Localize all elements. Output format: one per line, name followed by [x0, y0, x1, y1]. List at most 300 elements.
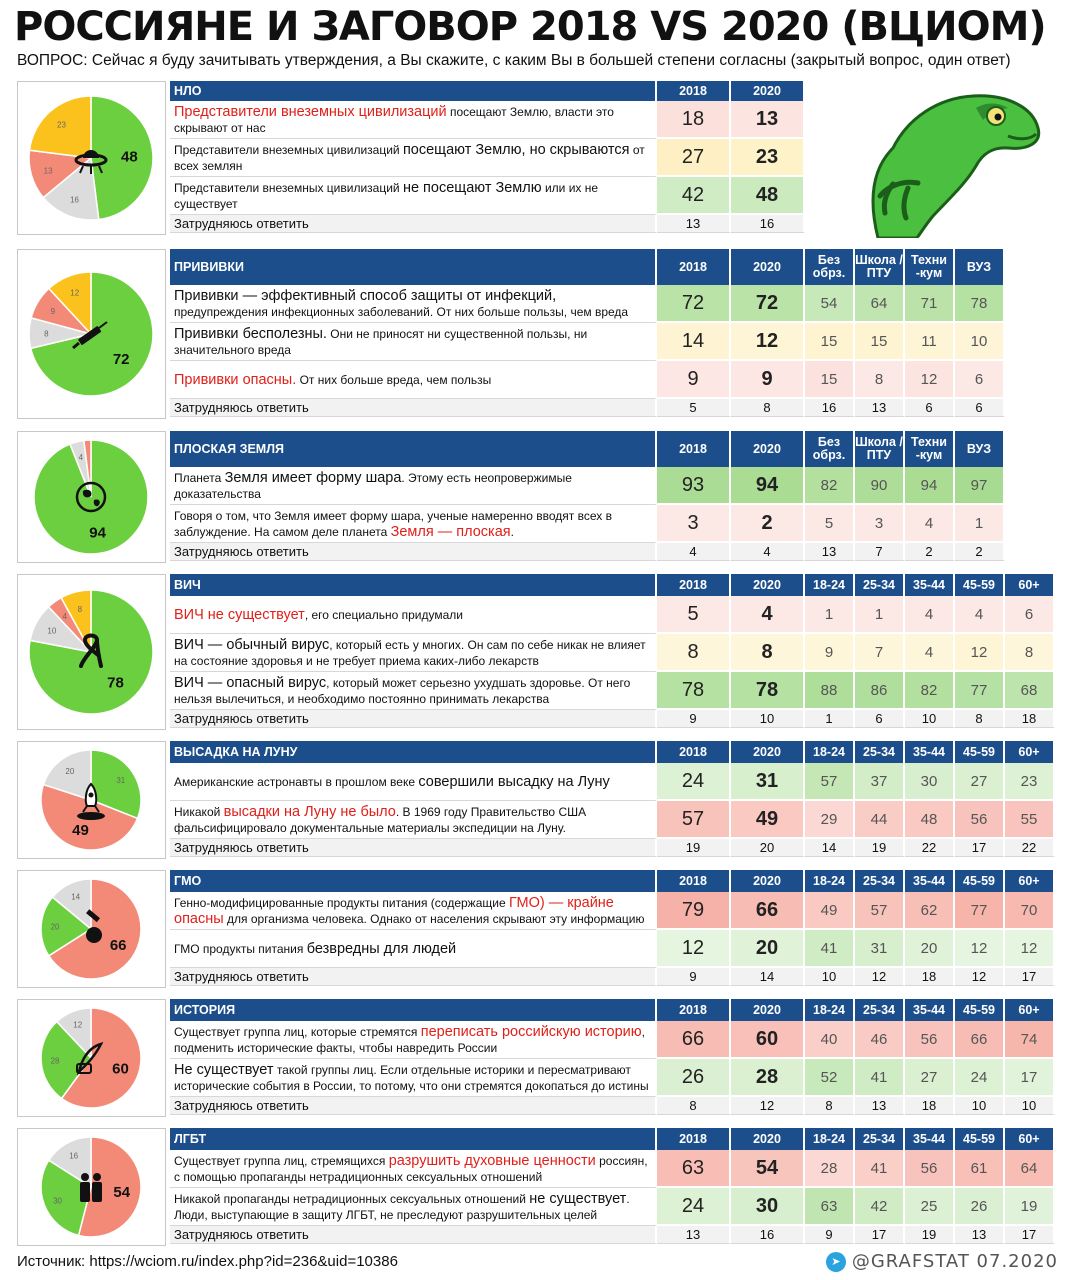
statement-fragment: безвредны для людей	[306, 940, 457, 957]
pie-label: 23	[57, 120, 66, 130]
pie-box	[17, 741, 166, 859]
value-cell: 4	[905, 634, 955, 672]
value-cell: 20	[905, 930, 955, 968]
dont-know-value: 13	[657, 1226, 731, 1244]
pie-chart	[18, 1129, 165, 1245]
statement-text	[174, 104, 651, 136]
value-cell: 56	[905, 1150, 955, 1188]
column-header: 2020	[731, 999, 805, 1021]
statement-fragment: Прививки опасны.	[174, 371, 297, 388]
value-cell: 74	[1005, 1021, 1055, 1059]
value-cell: 12	[1005, 930, 1055, 968]
statement-fragment: посещают Землю, но скрываются	[402, 141, 630, 158]
value-cell: 8	[1005, 634, 1055, 672]
value-cell: 37	[855, 763, 905, 801]
statement-fragment: Генно-модифицированные продукты питания (содержащие	[174, 895, 509, 910]
value-cell: 4	[905, 596, 955, 634]
pie-box	[17, 870, 166, 988]
statement-fragment: высадки на Луну не было	[223, 803, 396, 820]
column-header: 18-24	[805, 574, 855, 596]
value-cell: 70	[1005, 892, 1055, 930]
pie-label: 60	[112, 1060, 129, 1078]
dont-know-value: 8	[657, 1097, 731, 1115]
value-cell: 1	[805, 596, 855, 634]
dont-know-label: Затрудняюсь ответить	[170, 1097, 657, 1115]
value-cell: 27	[657, 139, 731, 177]
statement-fragment: предупреждения инфекционных заболеваний. От них больше пользы, чем вреда	[174, 304, 629, 319]
statement-text	[174, 941, 456, 957]
value-cell: 40	[805, 1021, 855, 1059]
dont-know-value: 4	[731, 543, 805, 561]
value-cell: 66	[955, 1021, 1005, 1059]
dont-know-value: 12	[855, 968, 905, 986]
value-cell: 12	[955, 634, 1005, 672]
column-header: 18-24	[805, 870, 855, 892]
column-header: 60+	[1005, 999, 1055, 1021]
data-table	[170, 741, 1055, 857]
column-header: 25-34	[855, 574, 905, 596]
column-header: 60+	[1005, 574, 1055, 596]
statement-text	[174, 1191, 651, 1223]
pie-label: 20	[65, 766, 75, 776]
dont-know-label: Затрудняюсь ответить	[170, 543, 657, 561]
dont-know-value: 5	[657, 399, 731, 417]
column-header: 35-44	[905, 999, 955, 1021]
pie-box	[17, 81, 166, 235]
column-header: 2018	[657, 741, 731, 763]
value-cell: 52	[805, 1059, 855, 1097]
statement-text	[174, 142, 651, 174]
value-cell: 31	[855, 930, 905, 968]
pie-label: 72	[112, 350, 130, 368]
statement	[170, 1188, 657, 1226]
statement-fragment: , который есть у многих. Он сам по себе никак не влияет на состояние здоровья и не требует приема каких-либо лекарств	[174, 637, 646, 668]
statement-text	[174, 372, 491, 388]
value-cell: 49	[805, 892, 855, 930]
statement-fragment: Никакой пропаганды нетрадиционных сексуальных отношений	[174, 1191, 530, 1206]
statement-fragment: Никакой	[174, 804, 224, 819]
section-gmo	[17, 870, 1057, 986]
data-table	[170, 81, 805, 233]
statement	[170, 763, 657, 801]
column-header: Школа /ПТУ	[855, 249, 905, 285]
dont-know-value: 7	[855, 543, 905, 561]
value-cell: 57	[805, 763, 855, 801]
column-header: 18-24	[805, 999, 855, 1021]
value-cell: 79	[657, 892, 731, 930]
value-cell: 30	[731, 1188, 805, 1226]
statement-text	[174, 804, 651, 836]
statement	[170, 323, 657, 361]
page-title: РОССИЯНЕ И ЗАГОВОР 2018 VS 2020 (ВЦИОМ)	[14, 4, 1046, 50]
value-cell: 15	[855, 323, 905, 361]
statement-fragment: Американские астронавты в прошлом веке	[174, 774, 419, 789]
statement-fragment: посещают Землю, власти это скрывают от нас	[174, 104, 614, 135]
statement-fragment: ГМО продукты питания	[174, 941, 307, 956]
statement-text	[174, 1024, 651, 1056]
pie-label: 9	[50, 306, 56, 316]
statement-fragment: . Люди, выступающие в защиту ЛГБТ, не преследуют разрушительных целей	[174, 1191, 630, 1222]
column-header: Школа /ПТУ	[855, 431, 905, 467]
dont-know-value: 13	[805, 543, 855, 561]
statement-fragment: Существует группа лиц, которые стремятся	[174, 1024, 421, 1039]
statement-fragment: россиян, с помощью пропаганды нетрадиционных сексуальных отношений	[174, 1153, 648, 1184]
pie-box	[17, 1128, 166, 1246]
dinosaur-illustration	[858, 88, 1043, 238]
pie-label: 10	[47, 626, 57, 636]
statement-fragment: переписать российскую историю	[420, 1023, 642, 1040]
pie-box	[17, 249, 166, 419]
credit-label: @GRAFSTAT 07.2020	[851, 1251, 1058, 1272]
data-table	[170, 1128, 1055, 1244]
statement-text	[174, 1062, 651, 1094]
value-cell: 23	[1005, 763, 1055, 801]
column-header: 2018	[657, 870, 731, 892]
value-cell: 5	[805, 505, 855, 543]
dont-know-value: 17	[855, 1226, 905, 1244]
value-cell: 62	[905, 892, 955, 930]
dont-know-value: 18	[905, 1097, 955, 1115]
column-header: 45-59	[955, 999, 1005, 1021]
survey-question: ВОПРОС: Сейчас я буду зачитывать утверждения, а Вы скажите, с каким Вы в большей степени согласны (закрытый вопрос, один ответ)	[17, 52, 1011, 69]
column-header: 2018	[657, 1128, 731, 1150]
data-table	[170, 870, 1055, 986]
value-cell: 97	[955, 467, 1005, 505]
topic-header: ЛГБТ	[170, 1128, 657, 1150]
statement-text	[174, 675, 651, 707]
value-cell: 94	[731, 467, 805, 505]
statement	[170, 139, 657, 177]
value-cell: 12	[905, 361, 955, 399]
statement-fragment: или их не существует	[174, 180, 599, 211]
statement-fragment: Существует группа лиц, стремящихся	[174, 1153, 389, 1168]
statement-fragment: , его специально придумали	[304, 607, 463, 622]
pie-chart	[18, 250, 165, 418]
statement-text	[174, 1153, 651, 1185]
statement	[170, 596, 657, 634]
value-cell: 48	[905, 801, 955, 839]
value-cell: 1	[955, 505, 1005, 543]
column-header: Без обрз.	[805, 249, 855, 285]
value-cell: 13	[731, 101, 805, 139]
statement-fragment: Прививки — эффективный способ защиты от инфекций,	[174, 287, 557, 304]
statement-fragment: не существует	[529, 1190, 627, 1207]
section-lgbt	[17, 1128, 1057, 1244]
column-header: 35-44	[905, 574, 955, 596]
statement-fragment: Не существует	[174, 1061, 274, 1078]
topic-header: ВЫСАДКА НА ЛУНУ	[170, 741, 657, 763]
column-header: 2018	[657, 431, 731, 467]
value-cell: 93	[657, 467, 731, 505]
value-cell: 5	[657, 596, 731, 634]
statement-fragment: для организма человека. Однако от населения скрывают эту информацию	[223, 911, 645, 926]
statement-fragment: не посещают Землю	[402, 179, 542, 196]
value-cell: 82	[905, 672, 955, 710]
column-header: 18-24	[805, 1128, 855, 1150]
dont-know-value: 13	[855, 399, 905, 417]
column-header: 2018	[657, 81, 731, 101]
value-cell: 82	[805, 467, 855, 505]
value-cell: 9	[657, 361, 731, 399]
dont-know-value: 18	[905, 968, 955, 986]
column-header: 60+	[1005, 1128, 1055, 1150]
section-history	[17, 999, 1057, 1115]
column-header: 2020	[731, 81, 805, 101]
value-cell: 24	[657, 1188, 731, 1226]
statement	[170, 177, 657, 215]
value-cell: 4	[905, 505, 955, 543]
value-cell: 12	[731, 323, 805, 361]
pie-label: 12	[73, 1020, 83, 1030]
value-cell: 56	[905, 1021, 955, 1059]
value-cell: 8	[855, 361, 905, 399]
value-cell: 12	[657, 930, 731, 968]
pie-chart	[18, 871, 165, 987]
value-cell: 78	[955, 285, 1005, 323]
column-header: 25-34	[855, 999, 905, 1021]
dont-know-value: 16	[805, 399, 855, 417]
value-cell: 54	[805, 285, 855, 323]
dont-know-value: 17	[955, 839, 1005, 857]
data-table	[170, 574, 1055, 728]
statement-fragment: совершили высадку на Луну	[418, 773, 610, 790]
column-header: 2020	[731, 870, 805, 892]
dont-know-value: 8	[955, 710, 1005, 728]
statement-fragment: . Этому есть неопровержимые доказательства	[174, 470, 572, 501]
data-table	[170, 431, 1005, 561]
value-cell: 57	[657, 801, 731, 839]
value-cell: 27	[955, 763, 1005, 801]
value-cell: 14	[657, 323, 731, 361]
value-cell: 49	[731, 801, 805, 839]
statement-text	[174, 508, 651, 540]
pie-label: 14	[71, 892, 81, 902]
pie-label: 78	[107, 674, 124, 692]
dont-know-value: 13	[657, 215, 731, 233]
dont-know-value: 10	[955, 1097, 1005, 1115]
value-cell: 25	[905, 1188, 955, 1226]
topic-header: ГМО	[170, 870, 657, 892]
column-header: 2018	[657, 249, 731, 285]
statement-text	[174, 774, 610, 790]
dont-know-value: 14	[805, 839, 855, 857]
value-cell: 6	[955, 361, 1005, 399]
pie-label: 30	[53, 1196, 62, 1206]
value-cell: 8	[731, 634, 805, 672]
value-cell: 78	[731, 672, 805, 710]
statement	[170, 801, 657, 839]
dont-know-label: Затрудняюсь ответить	[170, 215, 657, 233]
dont-know-label: Затрудняюсь ответить	[170, 839, 657, 857]
value-cell: 31	[731, 763, 805, 801]
value-cell: 72	[731, 285, 805, 323]
dont-know-label: Затрудняюсь ответить	[170, 399, 657, 417]
dont-know-value: 14	[731, 968, 805, 986]
column-header: Техни -кум	[905, 431, 955, 467]
dont-know-value: 8	[805, 1097, 855, 1115]
pie-label: 4	[62, 611, 67, 621]
value-cell: 10	[955, 323, 1005, 361]
dont-know-value: 10	[905, 710, 955, 728]
column-header: 18-24	[805, 741, 855, 763]
value-cell: 56	[955, 801, 1005, 839]
statement-fragment: ВИЧ не существует	[174, 606, 305, 623]
dont-know-value: 10	[1005, 1097, 1055, 1115]
pie-label: 48	[121, 148, 138, 166]
pie-label: 4	[78, 453, 84, 463]
statement	[170, 505, 657, 543]
statement-text	[174, 470, 651, 502]
statement	[170, 1021, 657, 1059]
value-cell: 42	[855, 1188, 905, 1226]
value-cell: 71	[905, 285, 955, 323]
value-cell: 24	[955, 1059, 1005, 1097]
topic-header: ИСТОРИЯ	[170, 999, 657, 1021]
topic-header: ВИЧ	[170, 574, 657, 596]
statement-fragment: ВИЧ — обычный вирус	[174, 636, 330, 653]
pie-label: 16	[69, 1151, 79, 1161]
statement-fragment: ГМО) — крайне опасны	[174, 894, 614, 927]
value-cell: 3	[855, 505, 905, 543]
column-header: 45-59	[955, 574, 1005, 596]
statement-fragment: , который может серьезно ухудшать здоровье. От него нельзя вылечиться, и необходимо постоянно принимать лекарства	[174, 675, 631, 706]
value-cell: 20	[731, 930, 805, 968]
dont-know-value: 22	[1005, 839, 1055, 857]
dont-know-value: 9	[657, 968, 731, 986]
statement-fragment: такой группы лиц. Если отдельные историки и пересматривают исторические события в России, то потому, что они стремятся докопаться до истины	[174, 1062, 649, 1093]
statement-fragment: Земля — плоская	[390, 523, 511, 540]
dont-know-value: 17	[1005, 1226, 1055, 1244]
statement-fragment: От них больше вреда, чем пользы	[296, 372, 492, 387]
value-cell: 23	[731, 139, 805, 177]
value-cell: 4	[955, 596, 1005, 634]
value-cell: 12	[955, 930, 1005, 968]
statement	[170, 892, 657, 930]
statement-fragment: Планета	[174, 470, 225, 485]
value-cell: 41	[805, 930, 855, 968]
dont-know-value: 9	[657, 710, 731, 728]
pie-label: 54	[113, 1183, 131, 1201]
pie-label: 94	[89, 524, 106, 542]
pie-chart	[18, 432, 165, 562]
dont-know-value: 6	[855, 710, 905, 728]
value-cell: 64	[855, 285, 905, 323]
column-header: 2020	[731, 574, 805, 596]
statement-text	[174, 326, 651, 358]
dont-know-value: 2	[905, 543, 955, 561]
dont-know-value: 8	[731, 399, 805, 417]
section-vax	[17, 249, 1057, 417]
pie-box	[17, 431, 166, 563]
statement-fragment: Представители внеземных цивилизаций	[174, 142, 403, 157]
value-cell: 30	[905, 763, 955, 801]
dont-know-value: 19	[905, 1226, 955, 1244]
statement	[170, 361, 657, 399]
value-cell: 18	[657, 101, 731, 139]
pie-chart	[18, 1000, 165, 1116]
statement-fragment: от всех землян	[174, 142, 645, 173]
value-cell: 54	[731, 1150, 805, 1188]
value-cell: 66	[657, 1021, 731, 1059]
value-cell: 15	[805, 323, 855, 361]
statement-text	[174, 895, 651, 927]
pie-label: 8	[44, 329, 49, 339]
value-cell: 28	[731, 1059, 805, 1097]
value-cell: 64	[1005, 1150, 1055, 1188]
statement-fragment: Земля имеет форму шара	[224, 469, 402, 486]
column-header: 45-59	[955, 1128, 1005, 1150]
pie-label: 20	[50, 922, 60, 932]
statement-text	[174, 288, 651, 320]
value-cell: 57	[855, 892, 905, 930]
value-cell: 6	[1005, 596, 1055, 634]
statement-text	[174, 607, 463, 623]
value-cell: 63	[805, 1188, 855, 1226]
column-header: Без обрз.	[805, 431, 855, 467]
dont-know-value: 6	[905, 399, 955, 417]
column-header: ВУЗ	[955, 431, 1005, 467]
dont-know-value: 6	[955, 399, 1005, 417]
column-header: Техни -кум	[905, 249, 955, 285]
value-cell: 46	[855, 1021, 905, 1059]
statement-fragment: Представители внеземных цивилизаций	[174, 103, 447, 120]
value-cell: 8	[657, 634, 731, 672]
topic-header: ПРИВИВКИ	[170, 249, 657, 285]
value-cell: 60	[731, 1021, 805, 1059]
dont-know-value: 19	[855, 839, 905, 857]
value-cell: 29	[805, 801, 855, 839]
statement-fragment: Говоря о том, что Земля имеет форму шара, ученые намеренно вводят всех в заблуждение. На самом деле планета	[174, 508, 612, 539]
statement	[170, 1150, 657, 1188]
statement-fragment: Прививки бесполезны.	[174, 325, 327, 342]
value-cell: 24	[657, 763, 731, 801]
dont-know-value: 12	[955, 968, 1005, 986]
value-cell: 44	[855, 801, 905, 839]
value-cell: 66	[731, 892, 805, 930]
dont-know-value: 19	[657, 839, 731, 857]
column-header: 45-59	[955, 741, 1005, 763]
pie-chart	[18, 742, 165, 858]
value-cell: 41	[855, 1059, 905, 1097]
pie-label: 16	[70, 195, 80, 205]
column-header: 2020	[731, 741, 805, 763]
data-table	[170, 999, 1055, 1115]
data-table	[170, 249, 1005, 417]
column-header: 35-44	[905, 870, 955, 892]
statement-fragment: Представители внеземных цивилизаций	[174, 180, 403, 195]
credit	[826, 1251, 1058, 1272]
value-cell: 11	[905, 323, 955, 361]
column-header: 2020	[731, 431, 805, 467]
pie-box	[17, 574, 166, 730]
statement	[170, 672, 657, 710]
value-cell: 61	[955, 1150, 1005, 1188]
section-hiv	[17, 574, 1057, 728]
statement	[170, 634, 657, 672]
value-cell: 77	[955, 672, 1005, 710]
dont-know-value: 4	[657, 543, 731, 561]
value-cell: 72	[657, 285, 731, 323]
value-cell: 42	[657, 177, 731, 215]
value-cell: 68	[1005, 672, 1055, 710]
dont-know-value: 13	[855, 1097, 905, 1115]
value-cell: 41	[855, 1150, 905, 1188]
value-cell: 27	[905, 1059, 955, 1097]
value-cell: 17	[1005, 1059, 1055, 1097]
column-header: 2020	[731, 249, 805, 285]
dont-know-value: 18	[1005, 710, 1055, 728]
value-cell: 48	[731, 177, 805, 215]
